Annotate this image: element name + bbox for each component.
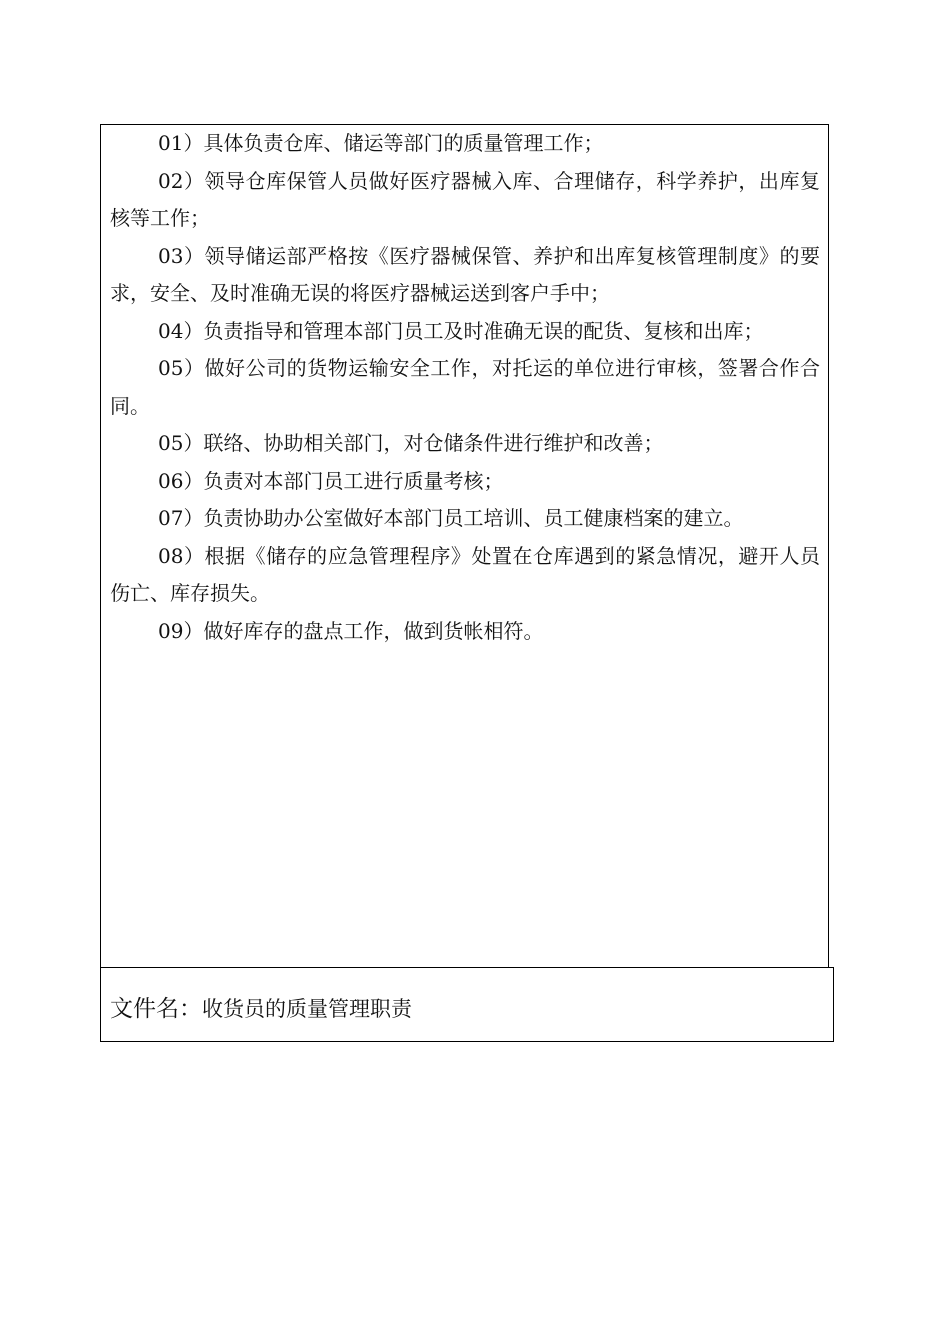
file-name-value: 收货员的质量管理职责 [202, 997, 412, 1021]
duties-list [110, 125, 820, 650]
duty-item: 02）领导仓库保管人员做好医疗器械入库、合理储存，科学养护，出库复核等工作； [110, 168, 820, 230]
duty-item: 03）领导储运部严格按《医疗器械保管、养护和出库复核管理制度》的要求，安全、及时准确无误的将医疗器械运送到客户手中； [110, 243, 820, 305]
file-name-line [110, 990, 412, 1023]
file-name-label: 文件名： [110, 996, 202, 1022]
duty-item: 08）根据《储存的应急管理程序》处置在仓库遇到的紧急情况，避开人员伤亡、库存损失。 [110, 543, 820, 605]
duty-item: 07）负责协助办公室做好本部门员工培训、员工健康档案的建立。 [158, 506, 744, 530]
duties-table-cell [100, 124, 829, 967]
file-name-cell [100, 967, 834, 1042]
duty-item: 05）联络、协助相关部门，对仓储条件进行维护和改善； [158, 431, 664, 455]
duty-item: 06）负责对本部门员工进行质量考核； [158, 468, 504, 493]
duty-item: 09）做好库存的盘点工作，做到货帐相符。 [158, 618, 544, 643]
duty-item: 04）负责指导和管理本部门员工及时准确无误的配货、复核和出库； [158, 318, 764, 343]
duty-item: 01）具体负责仓库、储运等部门的质量管理工作； [158, 131, 604, 155]
duty-item: 05）做好公司的货物运输安全工作，对托运的单位进行审核，签署合作合同。 [110, 356, 820, 418]
